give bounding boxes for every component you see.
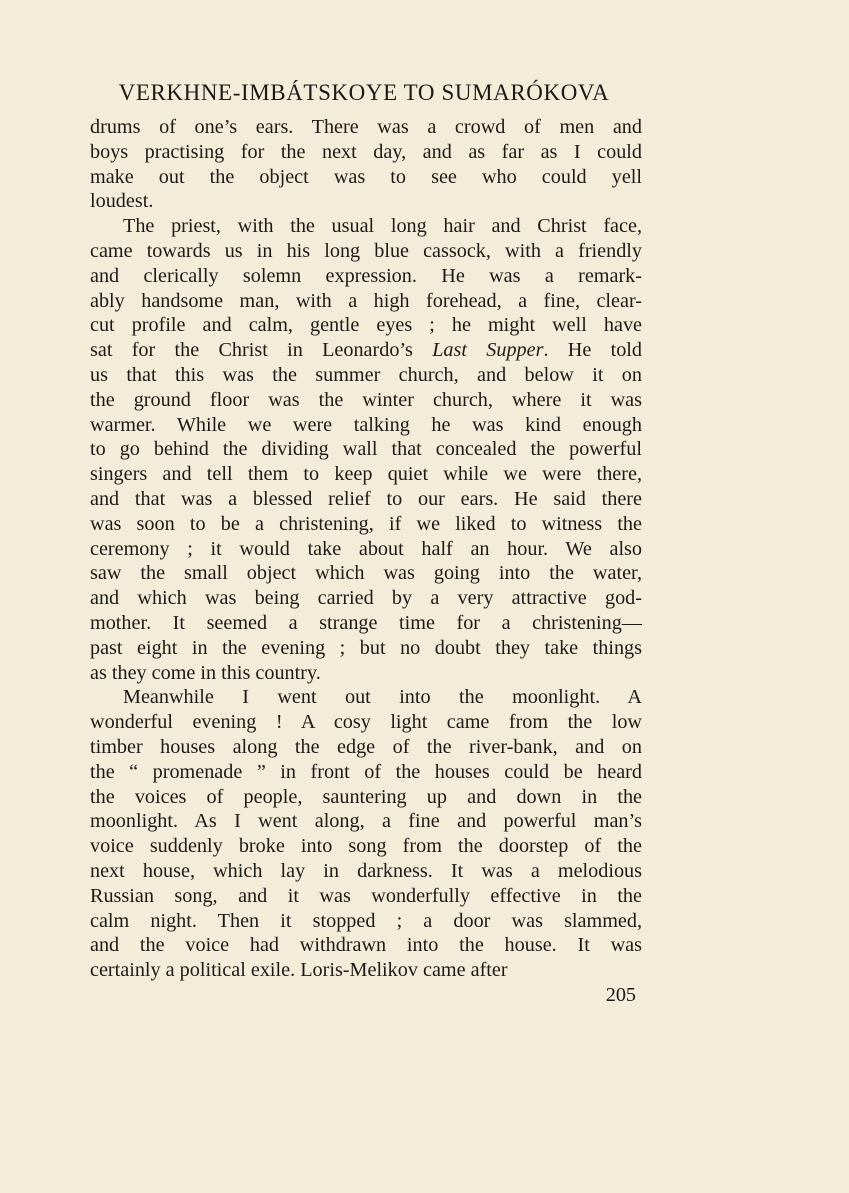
text-line <box>90 313 642 338</box>
text-line <box>90 958 642 983</box>
text-line-content: . He told <box>543 339 643 362</box>
text-line <box>90 462 642 487</box>
text-line <box>90 710 642 735</box>
text-line-content: wonderful evening ! A cosy light came from the low <box>90 711 642 734</box>
text-line-content: came towards us in his long blue cassock, with a friendly <box>90 239 642 262</box>
text-line <box>90 140 642 165</box>
text-line <box>90 909 642 934</box>
text-line-content: make out the object was to see who could yell <box>90 165 642 188</box>
text-line <box>90 239 642 264</box>
page-number: 205 <box>605 984 636 1006</box>
italic-title: Last Supper <box>432 339 544 362</box>
text-line-content: drums of one’s ears. There was a crowd of men and <box>90 116 642 138</box>
text-line-content: the ground floor was the winter church, where it was <box>90 388 642 411</box>
text-line <box>90 884 642 909</box>
text-line-content: the voices of people, sauntering up and down in the <box>90 785 642 808</box>
text-line-content: to go behind the dividing wall that concealed the powerful <box>90 438 642 461</box>
text-line-content: us that this was the summer church, and below it on <box>90 363 642 386</box>
text-line <box>90 214 642 239</box>
text-line <box>90 785 642 810</box>
text-line-content: Meanwhile I went out into the moonlight. A <box>123 686 642 709</box>
text-line <box>90 363 642 388</box>
text-line <box>90 661 642 686</box>
text-line-content: and which was being carried by a very attractive god- <box>90 587 642 610</box>
text-line-content: Russian song, and it was wonderfully effective in the <box>90 884 642 907</box>
text-line-content: The priest, with the usual long hair and Christ face, <box>123 215 642 238</box>
text-line-content: ceremony ; it would take about half an hour. We also <box>90 537 642 560</box>
text-line <box>90 636 642 661</box>
text-line-content: saw the small object which was going into the water, <box>90 562 642 585</box>
text-line <box>90 859 642 884</box>
text-line <box>90 735 642 760</box>
text-line-content: warmer. While we were talking he was kind enough <box>90 413 642 436</box>
text-line-content: next house, which lay in darkness. It was a melodious <box>90 859 642 882</box>
text-line-content: singers and tell them to keep quiet while we were there, <box>90 463 642 486</box>
text-line-content: and the voice had withdrawn into the house. It was <box>90 934 642 957</box>
text-line <box>90 537 642 562</box>
text-line <box>90 586 642 611</box>
text-line-content: timber houses along the edge of the river-bank, and on <box>90 735 642 758</box>
text-line <box>90 685 642 710</box>
text-line-content: the “ promenade ” in front of the houses could be heard <box>90 760 642 783</box>
text-line-content: sat for the Christ in Leonardo’s <box>90 339 433 362</box>
body-text <box>90 115 642 983</box>
text-line-content: as they come in this country. <box>90 661 321 684</box>
text-line <box>90 115 642 140</box>
text-line <box>90 809 642 834</box>
text-line-content: voice suddenly broke into song from the doorstep of the <box>90 835 642 858</box>
text-line-content: calm night. Then it stopped ; a door was slammed, <box>90 909 642 932</box>
text-line <box>90 289 642 314</box>
text-line-content: boys practising for the next day, and as far as I could <box>90 140 642 163</box>
text-line-content: certainly a political exile. Loris-Melikov came after <box>90 959 508 982</box>
text-line <box>90 264 642 289</box>
text-line-content: mother. It seemed a strange time for a christening— <box>90 611 642 634</box>
text-line <box>90 561 642 586</box>
text-line <box>90 512 642 537</box>
text-line <box>90 437 642 462</box>
text-line <box>90 165 642 190</box>
running-head: VERKHNE-IMBÁTSKOYE TO SUMARÓKOVA <box>118 80 610 105</box>
text-line-content: loudest. <box>90 190 154 213</box>
text-line <box>90 388 642 413</box>
text-line-content: and clerically solemn expression. He was a remark- <box>90 264 642 287</box>
text-line <box>90 760 642 785</box>
text-line <box>90 933 642 958</box>
text-line-content: was soon to be a christening, if we liked to witness the <box>90 512 642 535</box>
text-line <box>90 611 642 636</box>
text-line-content: moonlight. As I went along, a fine and powerful man’s <box>90 810 642 833</box>
text-line <box>90 338 642 363</box>
text-line <box>90 189 642 214</box>
text-line-content: ably handsome man, with a high forehead, a fine, clear- <box>90 289 642 312</box>
text-line-content: cut profile and calm, gentle eyes ; he might well have <box>90 314 642 337</box>
text-line <box>90 834 642 859</box>
text-line <box>90 487 642 512</box>
text-line-content: and that was a blessed relief to our ears. He said there <box>90 487 642 510</box>
text-line-content: past eight in the evening ; but no doubt they take things <box>90 636 642 659</box>
text-line <box>90 413 642 438</box>
